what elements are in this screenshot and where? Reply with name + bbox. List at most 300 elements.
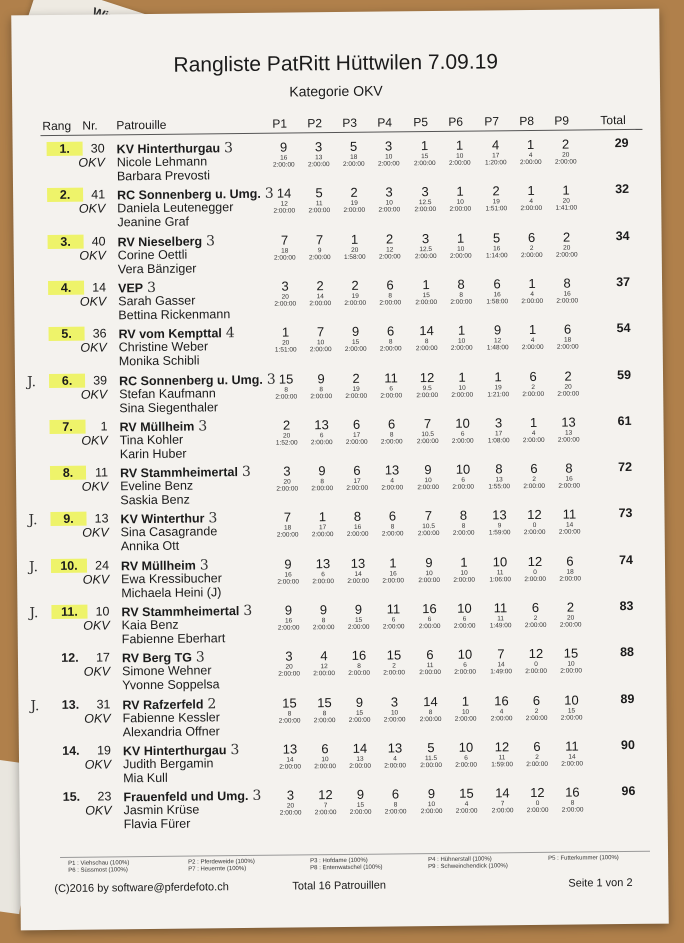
post-time: 2:00:00 (455, 807, 478, 815)
post-result (482, 230, 512, 259)
post-time: 2:00:00 (309, 299, 332, 308)
category-code: OKV (83, 618, 110, 633)
post-score: 18 (350, 153, 358, 161)
post-score: 15 (355, 709, 364, 717)
post-score: 15 (354, 616, 363, 624)
post-score: 16 (493, 244, 501, 252)
post-result (376, 370, 406, 399)
post-result (377, 462, 407, 491)
post-rank: 9 (427, 786, 436, 802)
post-rank: 11 (386, 601, 401, 617)
post-time: 2:00:00 (524, 575, 547, 583)
post-result (413, 462, 443, 491)
post-time: 1:58:00 (343, 253, 366, 261)
post-result (412, 369, 442, 398)
post-score: 8 (428, 708, 433, 716)
category-code: OKV (78, 201, 106, 217)
post-time: 2:00:00 (558, 528, 581, 537)
post-result (482, 322, 512, 351)
post-time: 2:00:00 (521, 297, 544, 305)
category-code: OKV (81, 433, 108, 448)
post-score: 16 (389, 570, 397, 578)
post-rank: 9 (355, 694, 364, 710)
post-time: 2:00:00 (378, 252, 401, 261)
post-score: 4 (393, 755, 397, 763)
post-rank: 1 (528, 322, 537, 338)
post-result (379, 694, 409, 723)
post-rank: 3 (421, 184, 429, 200)
post-rank: 9 (351, 323, 360, 340)
post-score: 10 (424, 477, 432, 485)
category-code: OKV (79, 248, 106, 263)
post-time: 2:00:00 (278, 670, 301, 678)
team-number: 41 (91, 187, 106, 202)
post-result (445, 184, 475, 213)
handwritten-count: 3 (206, 232, 216, 249)
header-p3: P3 (342, 115, 358, 130)
post-rank: 4 (491, 137, 500, 153)
rider-name: Fabienne Eberhart (121, 631, 226, 647)
post-time: 2:00:00 (349, 808, 372, 817)
post-result (412, 416, 442, 445)
rank: 9. (50, 512, 86, 526)
header-p6: P6 (448, 114, 464, 129)
post-result (273, 556, 303, 585)
post-rank: 1 (460, 554, 468, 570)
post-result (554, 461, 584, 490)
post-score: 20 (562, 151, 570, 159)
post-result (448, 508, 478, 537)
post-result (269, 139, 299, 168)
post-result (270, 325, 300, 354)
post-result (342, 509, 372, 538)
post-score: 8 (389, 431, 394, 439)
post-result (307, 463, 337, 492)
post-result (449, 554, 479, 583)
post-rank: 1 (529, 414, 538, 430)
post-rank: 6 (527, 229, 536, 245)
total-score: 61 (617, 413, 632, 428)
post-time: 2:00:00 (312, 577, 335, 585)
team-number: 1 (100, 419, 108, 434)
post-time: 2:00:00 (384, 762, 406, 770)
post-result (487, 785, 517, 814)
post-time: 2:00:00 (417, 530, 440, 538)
post-rank: 1 (562, 182, 570, 198)
handwritten-count: 3 (208, 510, 218, 527)
post-rank: 8 (457, 276, 465, 292)
post-result (551, 229, 581, 258)
post-time: 2:00:00 (345, 438, 368, 446)
post-rank: 7 (315, 231, 324, 247)
post-result (416, 786, 446, 815)
post-score: 8 (459, 291, 464, 299)
handwritten-mark: J. (28, 558, 39, 575)
post-rank: 12 (530, 785, 545, 801)
ranking-sheet (11, 9, 669, 931)
post-time: 2:00:00 (347, 577, 370, 585)
rider-name: Michaela Heini (J) (121, 584, 222, 600)
post-score: 10 (461, 708, 470, 716)
post-rank: 13 (387, 740, 403, 756)
post-result (378, 601, 408, 630)
post-time: 2:00:00 (310, 392, 333, 400)
post-rank: 6 (386, 323, 395, 339)
post-rank: 6 (532, 692, 541, 708)
ranking-row (16, 504, 664, 557)
post-time: 2:00:00 (417, 484, 440, 492)
post-result (305, 232, 335, 261)
ranking-row (15, 411, 663, 464)
post-time: 2:00:00 (454, 668, 477, 677)
post-time: 2:00:00 (344, 299, 367, 307)
post-rank: 14 (423, 693, 438, 709)
post-score: 10 (321, 756, 329, 764)
post-score: 6 (389, 384, 394, 392)
post-time: 2:00:00 (383, 715, 406, 724)
post-time: 2:00:00 (379, 299, 402, 307)
post-rank: 1 (281, 324, 290, 340)
team-name: RC Sonnenberg u. Umg. (118, 372, 263, 388)
post-rank: 11 (565, 738, 579, 754)
post-rank: 15 (282, 695, 297, 711)
post-score: 14 (286, 756, 294, 764)
total-score: 89 (620, 691, 635, 706)
post-result (410, 184, 440, 213)
category-code: OKV (83, 664, 111, 679)
post-rank: 8 (495, 461, 503, 477)
post-rank: 2 (282, 417, 291, 433)
post-result (344, 648, 374, 677)
post-score: 2 (532, 476, 536, 484)
post-time: 2:00:00 (346, 531, 369, 539)
post-score: 17 (492, 152, 500, 160)
rider-name: Monika Schibli (118, 353, 200, 369)
total-score: 37 (616, 274, 631, 289)
post-result (270, 232, 300, 261)
rider-name: Fabienne Kessler (122, 709, 220, 725)
post-result (516, 137, 546, 166)
post-score: 10 (425, 569, 433, 577)
team-name: KV Hinterthurgau (122, 743, 227, 759)
post-score: 16 (353, 524, 362, 532)
header-p8: P8 (519, 113, 535, 129)
post-rank: 6 (386, 277, 394, 293)
post-score: 20 (282, 432, 291, 440)
post-score: 13 (315, 154, 323, 162)
post-result (519, 461, 549, 490)
post-score: 4 (464, 800, 469, 808)
team-number: 39 (93, 372, 108, 388)
total-score: 34 (615, 228, 630, 243)
header-p4: P4 (377, 115, 393, 130)
post-rank: 2 (352, 370, 360, 386)
post-time: 2:00:00 (381, 530, 404, 538)
post-rank: 6 (352, 416, 361, 432)
post-rank: 1 (457, 322, 466, 338)
post-score: 8 (388, 338, 393, 346)
post-rank: 6 (531, 599, 540, 615)
post-time: 2:00:00 (519, 158, 542, 167)
post-result (554, 507, 584, 536)
total-score: 90 (620, 737, 635, 752)
post-rank: 13 (314, 416, 329, 433)
post-result (342, 463, 372, 492)
post-score: 19 (350, 200, 358, 208)
post-score: 4 (530, 337, 535, 345)
post-result (272, 510, 302, 539)
post-rank: 11 (562, 506, 577, 523)
post-result (378, 555, 408, 584)
rider-name: Eveline Benz (120, 478, 194, 494)
footer-copyright: (C)2016 by software@pferdefoto.ch (54, 881, 229, 896)
post-rank: 10 (457, 600, 472, 616)
post-rank: 2 (566, 599, 575, 615)
post-rank: 2 (561, 136, 570, 152)
post-rank: 1 (527, 183, 535, 199)
post-result (446, 323, 476, 352)
post-result (339, 185, 369, 214)
rider-name: Saskia Benz (120, 492, 190, 508)
post-rank: 1 (455, 137, 464, 153)
post-score: 4 (531, 429, 536, 437)
post-time: 1:49:00 (489, 622, 512, 630)
post-time: 2:00:00 (414, 206, 437, 214)
handwritten-mark: J. (26, 373, 37, 390)
post-rank: 5 (492, 229, 501, 245)
post-time: 2:00:00 (418, 576, 441, 584)
post-score: 6 (319, 431, 324, 440)
post-rank: 6 (493, 276, 501, 292)
post-score: 9.5 (422, 384, 432, 392)
rider-name: Stefan Kaufmann (119, 385, 216, 401)
post-rank: 7 (497, 646, 505, 662)
post-rank: 15 (278, 370, 294, 387)
ranking-row (18, 643, 666, 696)
post-result (340, 231, 370, 260)
post-score: 8 (322, 709, 327, 717)
post-score: 10 (385, 153, 393, 161)
post-score: 15 (567, 707, 576, 715)
team-number: 30 (90, 141, 105, 156)
post-rank: 15 (459, 785, 474, 801)
post-time: 2:00:00 (526, 807, 549, 815)
total-score: 88 (619, 645, 635, 660)
category-code: OKV (78, 155, 105, 170)
post-rank: 2 (316, 278, 324, 294)
post-rank: 2 (564, 368, 572, 384)
post-time: 2:00:00 (420, 761, 442, 770)
post-time: 1:48:00 (486, 344, 509, 352)
post-result (448, 462, 478, 491)
rank: 8. (50, 466, 86, 480)
post-rank: 9 (424, 462, 432, 478)
post-score: 10 (390, 708, 399, 717)
post-time: 2:00:00 (556, 297, 579, 305)
post-time: 2:00:00 (449, 252, 472, 260)
post-rank: 1 (422, 276, 430, 293)
post-result (345, 787, 375, 816)
post-result (310, 787, 340, 816)
post-score: 8 (393, 801, 398, 809)
post-result (450, 647, 480, 676)
post-time: 2:00:00 (454, 715, 477, 723)
post-result (447, 369, 477, 398)
post-score: 12 (320, 663, 328, 671)
post-score: 13 (356, 755, 364, 763)
post-time: 1:08:00 (487, 437, 510, 445)
post-result (375, 323, 405, 352)
post-score: 6 (463, 661, 467, 670)
post-rank: 6 (353, 462, 361, 478)
post-score: 19 (351, 292, 359, 300)
post-time: 2:00:00 (560, 714, 583, 722)
legend (60, 851, 650, 878)
total-score: 59 (617, 367, 632, 382)
post-result (340, 278, 370, 307)
rider-name: Judith Bergamin (123, 756, 214, 772)
post-score: 8 (319, 385, 324, 393)
post-score: 0 (535, 800, 540, 808)
post-rank: 1 (494, 368, 502, 384)
total-score: 29 (614, 135, 629, 151)
post-time: 2:00:00 (559, 621, 582, 629)
category-code: OKV (82, 525, 109, 541)
post-time: 1:51:00 (485, 205, 508, 213)
post-result (274, 649, 304, 678)
ranking-row (19, 735, 667, 788)
rider-name: Flavia Fürer (123, 816, 191, 832)
post-rank: 3 (385, 184, 393, 200)
post-result (553, 414, 583, 443)
post-time: 2:00:00 (416, 391, 439, 399)
post-score: 2 (535, 753, 539, 761)
post-time: 2:00:00 (413, 159, 436, 168)
post-score: 10 (385, 199, 393, 207)
post-rank: 7 (423, 415, 432, 431)
post-score: 16 (284, 617, 293, 625)
post-score: 11 (498, 754, 506, 762)
post-rank: 9 (317, 370, 325, 386)
post-result (481, 183, 511, 212)
team-name: VEP (118, 280, 144, 296)
post-score: 8 (424, 338, 429, 346)
post-score: 14 (568, 753, 576, 761)
team-name: RV vom Kempttal (118, 326, 222, 342)
post-result (343, 602, 373, 631)
category-code: OKV (82, 572, 110, 587)
post-score: 8 (284, 386, 289, 394)
rank: 1. (47, 142, 83, 156)
footer-page: Seite 1 von 2 (568, 876, 633, 890)
post-result (343, 555, 373, 584)
post-result (516, 229, 546, 258)
post-time: 2:00:00 (378, 206, 401, 214)
total-score: 96 (621, 784, 636, 799)
post-score: 11.5 (424, 754, 438, 763)
post-time: 2:00:00 (342, 160, 365, 168)
post-result (341, 416, 371, 445)
team-name: Frauenfeld und Umg. (123, 789, 249, 805)
handwritten-mark: J. (28, 512, 38, 529)
post-time: 2:00:00 (308, 207, 331, 215)
post-rank: 16 (422, 600, 437, 617)
post-time: 2:00:00 (525, 668, 548, 676)
ranking-row (15, 365, 663, 418)
legend-item: P7 : Heuernte (100%) (188, 866, 247, 873)
category-code: OKV (79, 294, 107, 309)
post-time: 2:00:00 (311, 531, 334, 539)
post-time: 2:00:00 (526, 760, 548, 768)
post-time: 2:00:00 (419, 669, 442, 677)
post-rank: 9 (356, 786, 365, 803)
header-nr: Nr. (82, 118, 98, 133)
post-time: 2:00:00 (557, 436, 580, 444)
post-time: 2:00:00 (276, 531, 299, 540)
post-time: 2:00:00 (346, 484, 369, 493)
post-score: 4 (530, 290, 535, 298)
post-time: 2:00:00 (523, 482, 546, 491)
total-score: 32 (615, 182, 630, 197)
post-rank: 10 (455, 415, 470, 431)
post-result (445, 138, 475, 167)
post-rank: 7 (424, 508, 433, 524)
post-score: 10 (317, 339, 325, 347)
post-rank: 14 (276, 185, 292, 201)
post-rank: 6 (529, 368, 537, 384)
post-score: 14 (565, 521, 574, 530)
post-time: 2:00:00 (560, 667, 583, 676)
post-score: 11 (426, 662, 434, 670)
post-rank: 7 (283, 509, 292, 525)
post-time: 2:00:00 (561, 760, 583, 768)
post-result (518, 368, 548, 397)
post-rank: 3 (281, 278, 289, 294)
post-rank: 16 (351, 648, 367, 664)
post-result (305, 278, 335, 307)
post-result (449, 601, 479, 630)
handwritten-count: 3 (266, 371, 276, 388)
team-name: RV Stammheimertal (121, 604, 240, 620)
post-result (552, 322, 582, 351)
post-score: 18 (283, 524, 292, 532)
ranking-row (14, 226, 662, 279)
post-rank: 8 (565, 460, 573, 476)
post-rank: 1 (420, 138, 429, 154)
post-result (447, 415, 477, 444)
post-time: 2:00:00 (312, 624, 335, 632)
post-time: 1:49:00 (490, 668, 513, 676)
post-rank: 13 (561, 414, 576, 430)
legend-item: P9 : Schweinchendick (100%) (428, 863, 508, 871)
post-rank: 13 (350, 555, 366, 571)
post-rank: 7 (280, 232, 289, 248)
post-result (380, 740, 410, 769)
post-rank: 5 (427, 739, 435, 755)
post-score: 0 (532, 522, 537, 530)
post-score: 12.5 (418, 199, 432, 207)
post-time: 2:00:00 (380, 438, 403, 446)
post-result (485, 600, 515, 629)
handwritten-mark: J. (30, 697, 40, 714)
post-time: 2:00:00 (522, 390, 545, 398)
post-rank: 9 (425, 554, 433, 570)
category-code: OKV (81, 479, 109, 494)
post-time: 2:00:00 (344, 345, 367, 354)
post-result (486, 693, 516, 722)
rider-name: Kaia Benz (121, 617, 179, 633)
header-p1: P1 (272, 116, 288, 131)
